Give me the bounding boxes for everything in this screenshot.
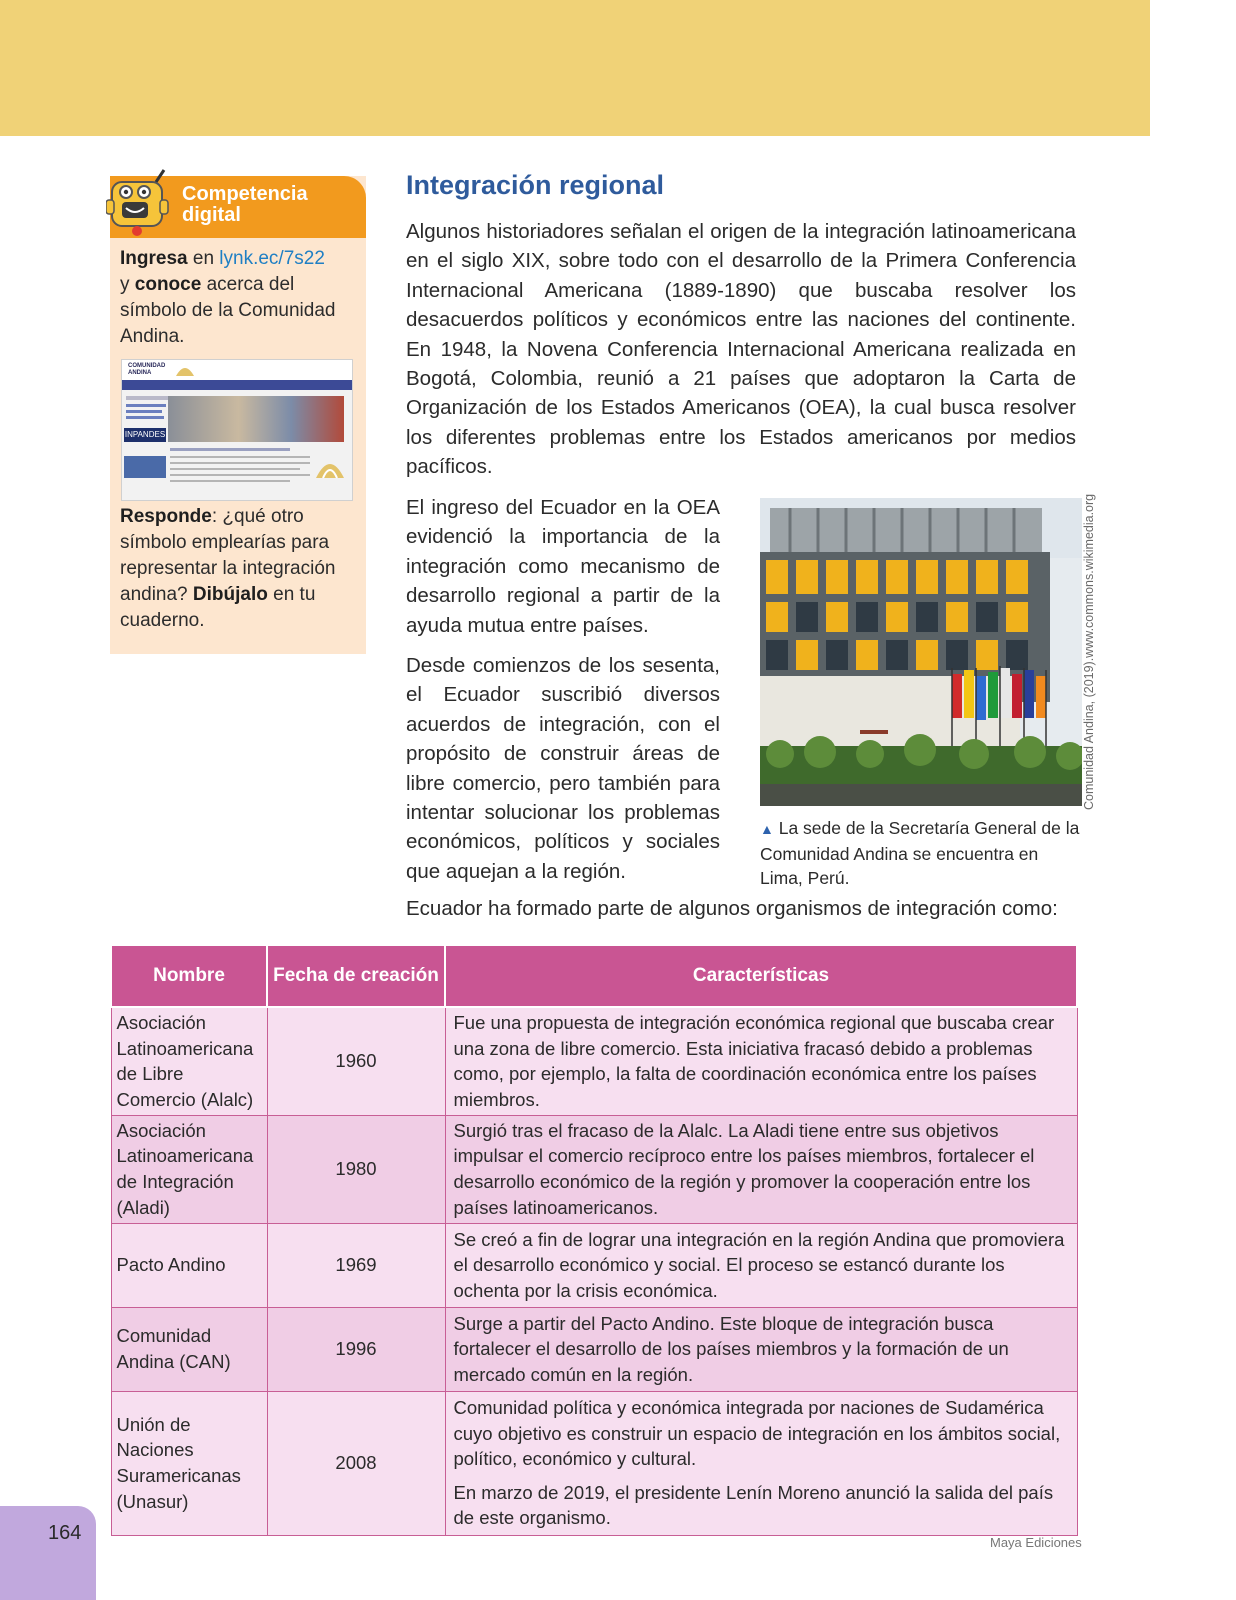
title-line-1: Competencia xyxy=(182,183,308,205)
ingresa-word: Ingresa xyxy=(120,248,188,269)
org-name: Pacto Andino xyxy=(111,1223,267,1307)
integration-organizations-table xyxy=(110,946,1078,1536)
paragraph-3: Desde comienzos de los sesenta, el Ecuador suscribió diversos acuerdos de integración, con el propósito de construir áreas de libre comercio, pero también para intentar solucionar los problemas económicos, políticos y sociales que aquejan a la región. xyxy=(406,654,720,883)
paragraph-2: El ingreso del Ecuador en la OEA evidenció la importancia de la integración como mecanismo de desarrollo regional a partir de la ayuda mutua entre países. xyxy=(406,496,720,637)
org-description xyxy=(445,1391,1077,1535)
en-word: en xyxy=(187,248,220,269)
website-thumbnail xyxy=(121,359,353,501)
question-text: : ¿qué otro símbolo emplearías para representar la integración andina? xyxy=(120,506,336,605)
photo-caption xyxy=(760,816,1080,891)
andean-emblem-icon xyxy=(314,454,346,480)
org-year: 2008 xyxy=(267,1391,445,1535)
table-header-row xyxy=(111,946,1077,1007)
org-year: 1996 xyxy=(267,1307,445,1391)
andean-logo-icon xyxy=(174,362,196,378)
org-name: Comunidad Andina (CAN) xyxy=(111,1307,267,1391)
header-date: Fecha de creación xyxy=(267,946,445,1007)
conoce-word: conoce xyxy=(134,274,202,295)
photo-credit: Comunidad Andina, (2019).www.commons.wikimedia.org xyxy=(1082,493,1096,810)
table-row xyxy=(111,1115,1077,1223)
page-number: 164 xyxy=(48,1522,82,1544)
right-margin xyxy=(1150,0,1236,1600)
table-row xyxy=(111,1007,1077,1115)
activity-instructions xyxy=(120,246,350,350)
paragraph-1: Algunos historiadores señalan el origen de la integración latinoamericana en el siglo XIX, sobre todo con el desarrollo de la Primera Conferencia Internacional Americana (1889-1890) que buscaba resolver los desacuerdos políticos y económicos entre las naciones del continente. En 1948, la Novena Conferencia Internacional Americana realizada en Bogotá, Colombia, reunió a 21 países que adoptaron la Carta de Organización de los Estados Americanos (OEA), la cual busca resolver los diferentes problemas entre los Estados americanos por medios pacíficos. xyxy=(406,220,1076,479)
org-description: Se creó a fin de lograr una integración en la región Andina que promoviera el desarrollo económico y social. El proceso se estancó durante los ochenta por la crisis económica. xyxy=(445,1223,1077,1307)
andean-community-headquarters-photo xyxy=(760,498,1082,806)
header-characteristics: Características xyxy=(445,946,1077,1007)
table-row xyxy=(111,1307,1077,1391)
table-row xyxy=(111,1223,1077,1307)
org-description-part-1: Comunidad política y económica integrada por naciones de Sudamérica cuyo objetivo es construir un espacio de integración en los ámbitos social, político, económico y cultural. xyxy=(453,1397,1061,1470)
caption-text: La sede de la Secretaría General de la Comunidad Andina se encuentra en Lima, Perú. xyxy=(760,818,1080,888)
org-name: Unión de Naciones Suramericanas (Unasur) xyxy=(111,1391,267,1535)
activity-question xyxy=(120,504,350,634)
org-name: Asociación Latinoamericana de Libre Comercio (Alalc) xyxy=(111,1007,267,1115)
instructions-rest: acerca del símbolo de la Comunidad Andina. xyxy=(120,274,336,347)
org-year: 1980 xyxy=(267,1115,445,1223)
table-row xyxy=(111,1391,1077,1535)
org-description: Surgió tras el fracaso de la Alalc. La Aladi tiene entre sus objetivos impulsar el comercio recíproco entre los países miembros, fortalecer el desarrollo económico de la región y promover la cooperación entre los países latinoamericanos. xyxy=(445,1115,1077,1223)
org-description: Fue una propuesta de integración económica regional que buscaba crear una zona de libre comercio. Esta iniciativa fracasó debido a problemas como, por ejemplo, la falta de coordinación económica entre los países miembros. xyxy=(445,1007,1077,1115)
org-description: Surge a partir del Pacto Andino. Este bloque de integración busca fortalecer el desarrollo de los países miembros y la formación de un mercado común en la región. xyxy=(445,1307,1077,1391)
dibujalo-word: Dibújalo xyxy=(192,584,268,605)
robot-icon xyxy=(106,168,172,238)
header-name: Nombre xyxy=(111,946,267,1007)
question-end: en tu cuaderno. xyxy=(120,584,316,631)
caption-triangle-icon: ▲ xyxy=(760,821,774,837)
org-name: Asociación Latinoamericana de Integración (Aladi) xyxy=(111,1115,267,1223)
digital-competence-title xyxy=(182,184,352,226)
title-line-2: digital xyxy=(182,204,241,226)
thumbnail-side-label: INPANDES xyxy=(124,428,166,442)
org-year: 1960 xyxy=(267,1007,445,1115)
section-title: Integración regional xyxy=(406,170,665,200)
thumbnail-logo-text: COMUNIDAD ANDINA xyxy=(128,363,166,376)
resource-link[interactable]: lynk.ec/7s22 xyxy=(219,248,325,269)
org-year: 1969 xyxy=(267,1223,445,1307)
top-color-band xyxy=(0,0,1150,136)
responde-word: Responde xyxy=(120,506,212,527)
page-number-tab xyxy=(0,1506,96,1600)
y-word: y xyxy=(120,274,135,295)
org-description-part-2: En marzo de 2019, el presidente Lenín Moreno anunció la salida del país de este organismo. xyxy=(453,1481,1054,1529)
publisher-credit: Maya Ediciones xyxy=(990,1535,1082,1550)
table-intro: Ecuador ha formado parte de algunos organismos de integración como: xyxy=(406,897,1058,920)
